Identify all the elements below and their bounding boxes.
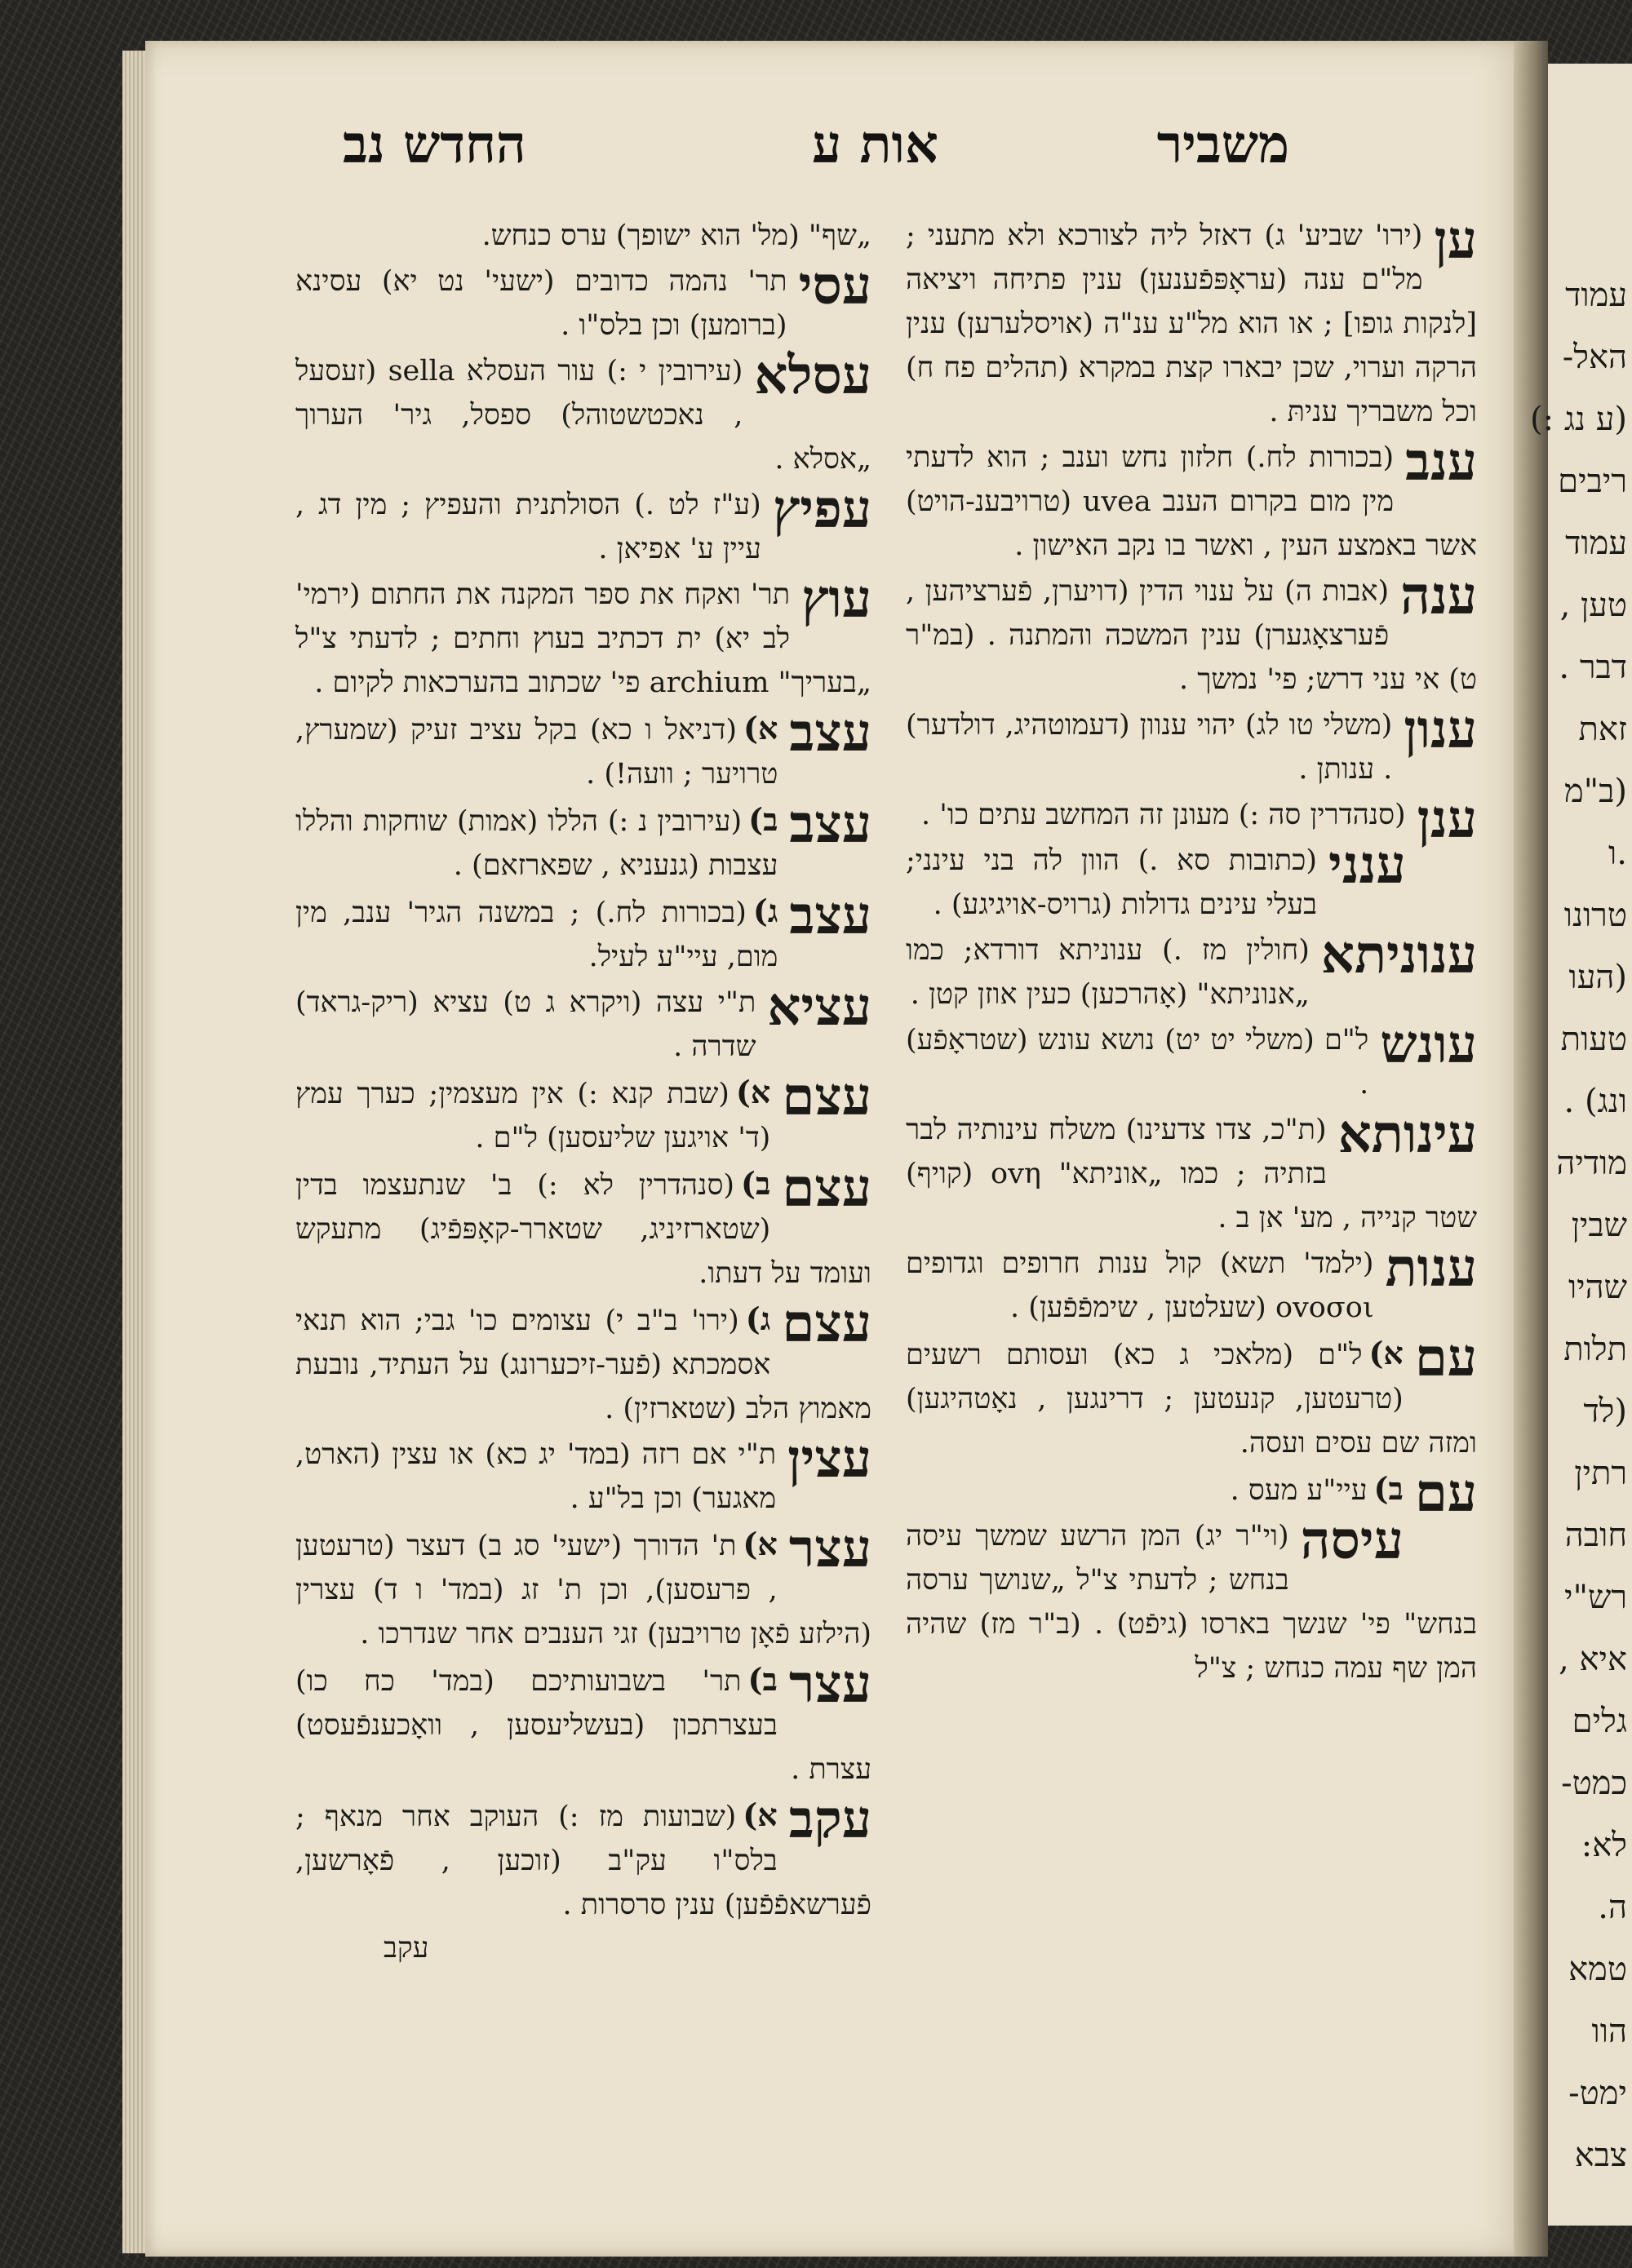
dictionary-entry bbox=[295, 885, 871, 979]
entry-headword: עיסה bbox=[1300, 1510, 1404, 1571]
next-page-text: עמוד bbox=[1565, 277, 1627, 314]
entry-headword: עוץ bbox=[801, 569, 871, 630]
next-page-text: .ו bbox=[1608, 835, 1627, 872]
right-column bbox=[906, 210, 1477, 2009]
catchword: עקב bbox=[384, 1932, 429, 1965]
entry-headword: עסי bbox=[798, 255, 871, 317]
entry-definition: (וי"ר יג) המן הרשע שמשך עיסה בנחש ; לדעתי צ"ל „שנושך ערסה בנחש" פי' שנשך בארסו (גיפֿט) . (ב"ר מז) שהיה המן שף עמה כנחש ; צ"ל bbox=[906, 1520, 1477, 1685]
entry-definition: (עירובין י :) עור העסלא sella (זעסעל , נאכטשטוהל) ספסל, גיר' הערוך „אסלא . bbox=[295, 355, 871, 476]
entry-headword: ענון bbox=[1404, 699, 1477, 760]
entry-definition: ת"י עצה (ויקרא ג ט) עציא (ריק-גראד) שדרה . bbox=[295, 986, 756, 1063]
entry-definition: ל"ם (משלי יט יט) נושא עונש (שטראָפֿע) . bbox=[906, 1024, 1369, 1101]
dictionary-entry bbox=[906, 924, 1477, 1017]
entry-definition: (חולין מז .) ענוניתא דורדא; כמו „אנוניתא" (אָהרכען) כעין אוזן קטן . bbox=[906, 934, 1310, 1011]
entry-headword: עצב bbox=[789, 885, 871, 946]
dictionary-entry bbox=[906, 432, 1477, 568]
dictionary-entry bbox=[906, 565, 1477, 702]
entry-definition: (ע"ז לט .) הסולתנית והעפיץ ; מין דג , עיין ע' אפיאן . bbox=[295, 489, 761, 565]
entry-definition: „שף" (מל' הוא ישופך) ערס כנחש. bbox=[481, 219, 871, 252]
dictionary-entry bbox=[295, 1293, 871, 1431]
entry-definition: (ילמד' תשא) קול ענות חרופים וגדופים ovoσoι (שעלטען , שימפֿפֿען) . bbox=[906, 1247, 1374, 1324]
next-page-text: איא , bbox=[1559, 1641, 1627, 1678]
dictionary-entry bbox=[295, 977, 871, 1069]
entry-number: ב) bbox=[1373, 1470, 1404, 1507]
next-page-text: לא: bbox=[1581, 1827, 1627, 1864]
dictionary-entry bbox=[295, 702, 871, 796]
entry-definition: (שבועות מז :) העוקב אחר מנאף ; בלס"ו עק"ב (זוכען , פֿאָרשען, פֿערשאפֿפֿען) ענין סרסרות . bbox=[295, 1801, 871, 1921]
entry-headword: עצב bbox=[789, 702, 871, 764]
entry-number: א) bbox=[743, 1796, 778, 1833]
entry-definition: עיי"ע מעס . bbox=[1230, 1474, 1368, 1507]
entry-number: א) bbox=[1368, 1335, 1404, 1371]
entry-headword: ען bbox=[1434, 210, 1477, 271]
dictionary-entry bbox=[295, 345, 871, 481]
dictionary-entry bbox=[295, 1066, 871, 1160]
dictionary-entry bbox=[295, 479, 871, 571]
entry-headword: עצין bbox=[787, 1429, 871, 1490]
dictionary-entry bbox=[906, 1238, 1477, 1330]
next-page-text: עמוד bbox=[1565, 525, 1627, 562]
entry-number: ג) bbox=[752, 893, 778, 929]
dictionary-entry bbox=[295, 1654, 871, 1792]
entry-number: א) bbox=[735, 1074, 771, 1110]
entry-definition: (ירו' שביע' ג) דאזל ליה לצורכא ולא מתעני ; מל"ם ענה (עראָפּפֿענען) ענין פתיחה ויציאה [לנקות גופו] ; או הוא מל"ע ענ"ה (אויסלערען) ענין הרקה וערוי, שכן יבארו קצת במקרא (תהלים פח ח) וכל משבריך עניתּ . bbox=[906, 219, 1477, 428]
entry-headword: עצב bbox=[789, 794, 871, 855]
next-page-text: ריבים bbox=[1558, 463, 1627, 500]
next-page-text: ה. bbox=[1598, 1889, 1627, 1926]
entry-headword: עינותא bbox=[1337, 1104, 1477, 1165]
entry-headword: עצר bbox=[788, 1654, 871, 1715]
next-page-text: תלות bbox=[1563, 1331, 1627, 1368]
dictionary-entry bbox=[295, 214, 871, 258]
dictionary-entry bbox=[295, 794, 871, 888]
entry-definition: (עירובין נ :) הללו (אמות) שוחקות והללו עצבות (גנעניא , שפארזאם) . bbox=[295, 805, 778, 882]
dictionary-entry bbox=[906, 1327, 1477, 1465]
header-right: משביר bbox=[1156, 114, 1289, 175]
next-page-text: חובה bbox=[1564, 1517, 1627, 1554]
dictionary-entry bbox=[906, 1510, 1477, 1690]
next-page-text: טמא bbox=[1568, 1951, 1627, 1988]
next-page-text: (ע נג :) bbox=[1530, 401, 1627, 438]
next-page-text: ימט- bbox=[1568, 2075, 1627, 2112]
entry-definition: (סנהדרין סה :) מעונן זה המחשב עתים כו' . bbox=[921, 799, 1406, 831]
entry-definition: (בכורות לח.) חלזון נחש וענב ; הוא לדעתי מין מום בקרום הענב uvea (טרויבענ-הויט) אשר באמצע העין , ואשר בו נקב האישון . bbox=[906, 441, 1477, 562]
next-page-text: האל- bbox=[1562, 339, 1627, 376]
header-left: החדש נב bbox=[343, 114, 526, 175]
entry-headword: עציא bbox=[767, 977, 871, 1038]
left-column bbox=[295, 214, 871, 2009]
dictionary-entry bbox=[906, 1104, 1477, 1240]
next-page-text: טעות bbox=[1560, 1021, 1627, 1058]
entry-headword: עצם bbox=[782, 1066, 871, 1127]
entry-definition: (סנהדרין לא :) ב' שנתעצמו בדין (שטארזיניג, שטארר-קאָפּפֿיג) מתעקש ועומד על דעתו. bbox=[295, 1169, 871, 1290]
entry-headword: עצם bbox=[782, 1158, 871, 1219]
next-page-text: רש"י bbox=[1564, 1579, 1627, 1616]
entry-definition: ל"ם (מלאכי ג כא) ועסותם רשעים (טרעטען, קנעטען ; דרינגען , נאָטהיגען) ומזה שם עסים ועסה. bbox=[906, 1339, 1477, 1460]
dictionary-entry bbox=[906, 789, 1477, 850]
dictionary-entry bbox=[295, 1158, 871, 1296]
entry-headword: עם bbox=[1414, 1463, 1477, 1524]
next-page-text: מודיה bbox=[1556, 1145, 1627, 1182]
dictionary-entry bbox=[295, 1429, 871, 1521]
entry-definition: (אבות ה) על ענוי הדין (דויערן, פֿערציהען , פֿערצאָגערן) ענין המשכה והמתנה . (במ"ר ט) אי עני דרש; פי' נמשך . bbox=[906, 575, 1477, 696]
entry-number: ב) bbox=[748, 801, 778, 838]
entry-number: ג) bbox=[745, 1300, 771, 1337]
entry-headword: ענה bbox=[1400, 565, 1477, 627]
entry-headword: ענן bbox=[1417, 789, 1477, 850]
header-center: אות ע bbox=[812, 114, 938, 175]
entry-number: א) bbox=[743, 1526, 778, 1562]
entry-headword: ענני bbox=[1328, 835, 1406, 896]
next-page-text: שהיו bbox=[1568, 1269, 1627, 1306]
next-page-text: רתין bbox=[1574, 1455, 1627, 1492]
entry-number: ב) bbox=[741, 1165, 771, 1202]
next-page-text: צבא bbox=[1574, 2137, 1627, 2174]
dictionary-entry bbox=[906, 1014, 1477, 1106]
entry-definition: תר' בשבועותיכם (במד' כח כו) בעצרתכון (בעשליעסען , וואָכענפֿעסט) עצרת . bbox=[295, 1665, 871, 1786]
entry-headword: עונש bbox=[1380, 1014, 1477, 1075]
next-page-text: ונג) . bbox=[1563, 1083, 1627, 1120]
entry-definition: ת"י אם רזה (במד' יג כא) או עצין (הארט, מאגער) וכן בל"ע . bbox=[295, 1438, 777, 1515]
dictionary-entry bbox=[906, 699, 1477, 791]
book-gutter bbox=[1514, 41, 1548, 2257]
entry-definition: תר' נהמה כדובים (ישעי' נט יא) עסינא (ברומען) וכן בלס"ו . bbox=[295, 265, 787, 342]
next-page-text: (ב"מ bbox=[1564, 773, 1627, 810]
entry-headword: עקב bbox=[788, 1789, 871, 1850]
dictionary-entry bbox=[906, 1463, 1477, 1524]
next-page-text: דבר . bbox=[1559, 649, 1627, 686]
next-page-text: הוו bbox=[1591, 2013, 1627, 2050]
next-page-text: כמט- bbox=[1561, 1765, 1627, 1802]
entry-headword: ענות bbox=[1385, 1238, 1477, 1299]
entry-number: ב) bbox=[747, 1661, 778, 1698]
next-page-text: (לד bbox=[1583, 1393, 1627, 1430]
next-page-text: שבין bbox=[1571, 1207, 1627, 1244]
dictionary-entry bbox=[906, 835, 1477, 927]
dictionary-entry bbox=[295, 1518, 871, 1656]
entry-definition: (דניאל ו כא) בקל עציב זעיק (שמערץ, טרויער ; וועה!) . bbox=[295, 714, 778, 791]
entry-definition: (ת"כ, צדו צדעינו) משלח עינותיה לבר בזתיה ; כמו „אוניתא" ovη (קויף) שטר קנייה , מע' אן ב . bbox=[906, 1114, 1477, 1234]
entry-headword: עם bbox=[1414, 1327, 1477, 1389]
entry-definition: (שבת קנא :) אין מעצמין; כערך עמץ (ד' אויגען שליעסען) ל"ם . bbox=[295, 1078, 771, 1154]
entry-definition: ת' הדורך (ישעי' סג ב) דעצר (טרעטען , פרעסען), וכן ת' זג (במד' ו ד) עצרין (הילזע פֿאָן טרויבען) זגי הענבים אחר שנדרכו . bbox=[295, 1530, 871, 1650]
next-page-text: גלים bbox=[1572, 1703, 1627, 1740]
next-page-text: טען , bbox=[1559, 587, 1627, 624]
entry-definition: תר' ואקח את ספר המקנה את החתום (ירמי' לב יא) ית דכתיב בעוץ וחתים ; לדעתי צ"ל „בעריך" archium פי' שכתוב בהערכאות לקיום . bbox=[295, 578, 871, 699]
entry-definition: (כתובות סא .) הוון לה בני עינני; בעלי עינים גדולות (גרויס-אויגיגע) . bbox=[906, 844, 1318, 921]
entry-headword: עסלא bbox=[754, 345, 871, 406]
entry-number: א) bbox=[743, 710, 778, 746]
entry-definition: (בכורות לח.) ; במשנה הגיר' ענב, מין מום, עיי"ע לעיל. bbox=[295, 897, 778, 973]
entry-headword: עפיץ bbox=[772, 479, 871, 540]
next-page-text: זאת bbox=[1578, 711, 1627, 748]
dictionary-entry bbox=[906, 210, 1477, 434]
entry-headword: ענב bbox=[1405, 432, 1477, 493]
next-page-text: טרונו bbox=[1563, 897, 1627, 934]
entry-definition: (משלי טו לג) יהוי ענוון (דעמוטהיג, דולדער) . ענותן . bbox=[906, 709, 1393, 786]
entry-headword: עצר bbox=[788, 1518, 871, 1579]
next-page-fragment bbox=[1530, 64, 1632, 2226]
running-header bbox=[343, 114, 1289, 196]
dictionary-entry bbox=[295, 255, 871, 348]
entry-headword: עצם bbox=[782, 1293, 871, 1354]
dictionary-entry bbox=[295, 1789, 871, 1927]
next-page-text: (העו bbox=[1568, 959, 1627, 996]
entry-headword: ענוניתא bbox=[1320, 924, 1477, 986]
dictionary-entry bbox=[295, 569, 871, 705]
entry-definition: (ירו' ב"ב י) עצומים כו' גבי; הוא תנאי אסמכתא (פֿער-זיכערונג) על העתיד, נובעת מאמוץ הלב (שטארזין) . bbox=[295, 1305, 871, 1425]
